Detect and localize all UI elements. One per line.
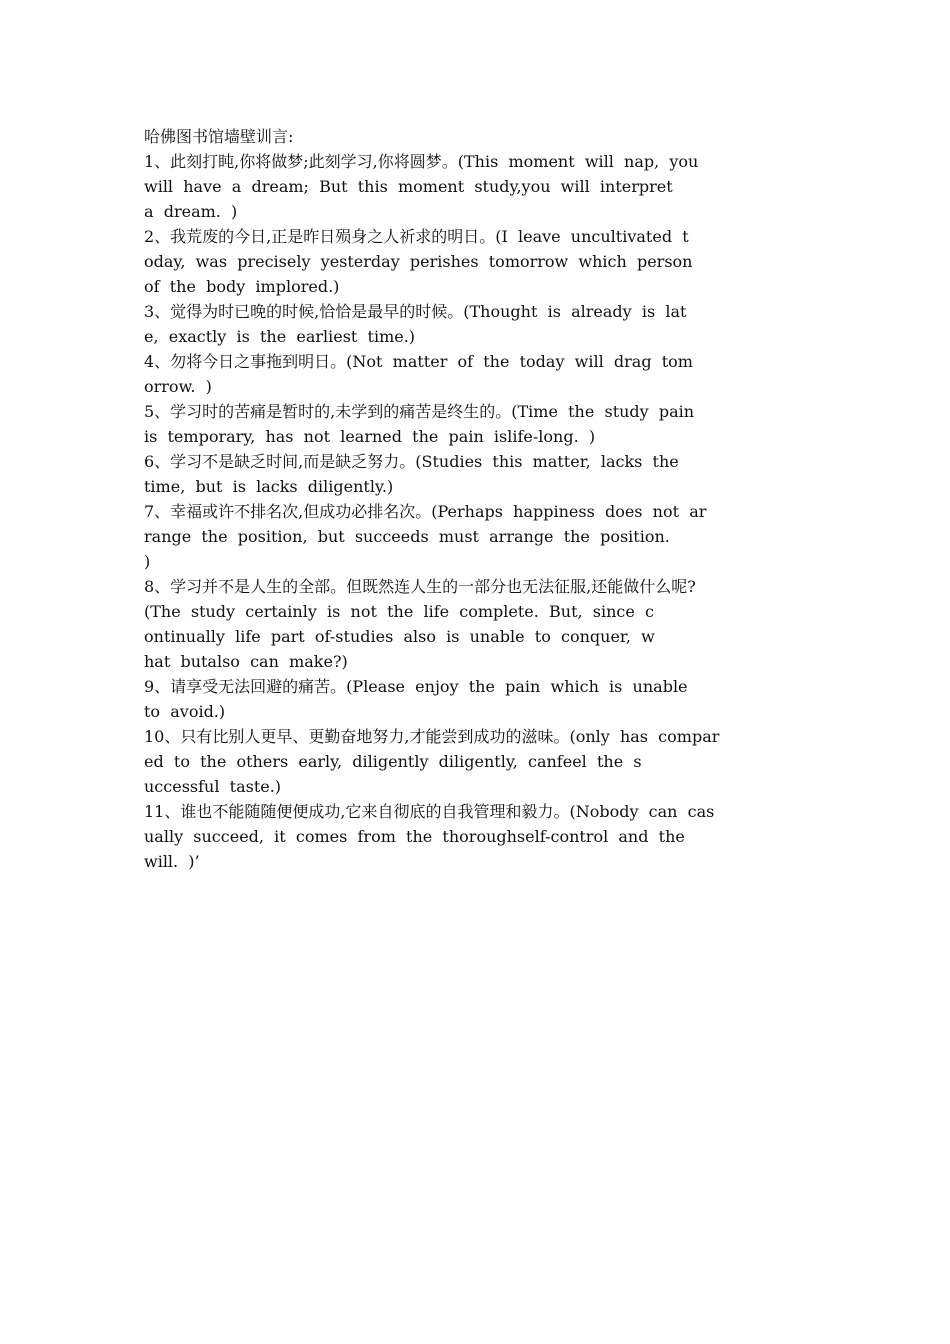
text-line: 8、学习并不是人生的全部。但既然连人生的一部分也无法征服,还能做什么呢? — [144, 577, 696, 596]
text-line: will. )’ — [144, 852, 200, 871]
text-line: 4、勿将今日之事拖到明日。(Not matter of the today will drag tom — [144, 352, 693, 371]
text-line: 1、此刻打盹,你将做梦;此刻学习,你将圆梦。(This moment will nap, you — [144, 152, 699, 171]
text-line: (The study certainly is not the life complete. But, since c — [144, 602, 654, 621]
text-line: will have a dream; But this moment study,you will interpret — [144, 177, 673, 196]
text-line: 10、只有比别人更早、更勤奋地努力,才能尝到成功的滋味。(only has compar — [144, 727, 720, 746]
text-line: orrow. ) — [144, 377, 212, 396]
text-line: 11、谁也不能随随便便成功,它来自彻底的自我管理和毅力。(Nobody can cas — [144, 802, 715, 821]
text-line: time, but is lacks diligently.) — [144, 477, 394, 496]
text-line: 5、学习时的苦痛是暂时的,未学到的痛苦是终生的。(Time the study pain — [144, 402, 695, 421]
text-line: to avoid.) — [144, 702, 226, 721]
text-line: a dream. ) — [144, 202, 238, 221]
text-line: 7、幸福或许不排名次,但成功必排名次。(Perhaps happiness does not ar — [144, 502, 707, 521]
document-title: 哈佛图书馆墙壁训言: — [144, 127, 294, 146]
text-line: ually succeed, it comes from the thoroughself-control and the — [144, 827, 685, 846]
text-line: range the position, but succeeds must arrange the position. — [144, 527, 670, 546]
text-line: ) — [144, 552, 151, 571]
text-line: ed to the others early, diligently diligently, canfeel the s — [144, 752, 642, 771]
text-line: 6、学习不是缺乏时间,而是缺乏努力。(Studies this matter, lacks the — [144, 452, 679, 471]
text-line: is temporary, has not learned the pain islife-long. ) — [144, 427, 596, 446]
text-line: 9、请享受无法回避的痛苦。(Please enjoy the pain which is unable — [144, 677, 688, 696]
text-line: uccessful taste.) — [144, 777, 282, 796]
text-line: of the body implored.) — [144, 277, 340, 296]
text-line: e, exactly is the earliest time.) — [144, 327, 416, 346]
text-line: hat butalso can make?) — [144, 652, 348, 671]
text-line: 3、觉得为时已晚的时候,恰恰是最早的时候。(Thought is already is lat — [144, 302, 687, 321]
text-line: oday, was precisely yesterday perishes tomorrow which person — [144, 252, 693, 271]
text-line: 2、我荒废的今日,正是昨日殒身之人祈求的明日。(I leave uncultivated t — [144, 227, 689, 246]
document-body — [144, 124, 806, 874]
text-line: ontinually life part of-studies also is unable to conquer, w — [144, 627, 655, 646]
